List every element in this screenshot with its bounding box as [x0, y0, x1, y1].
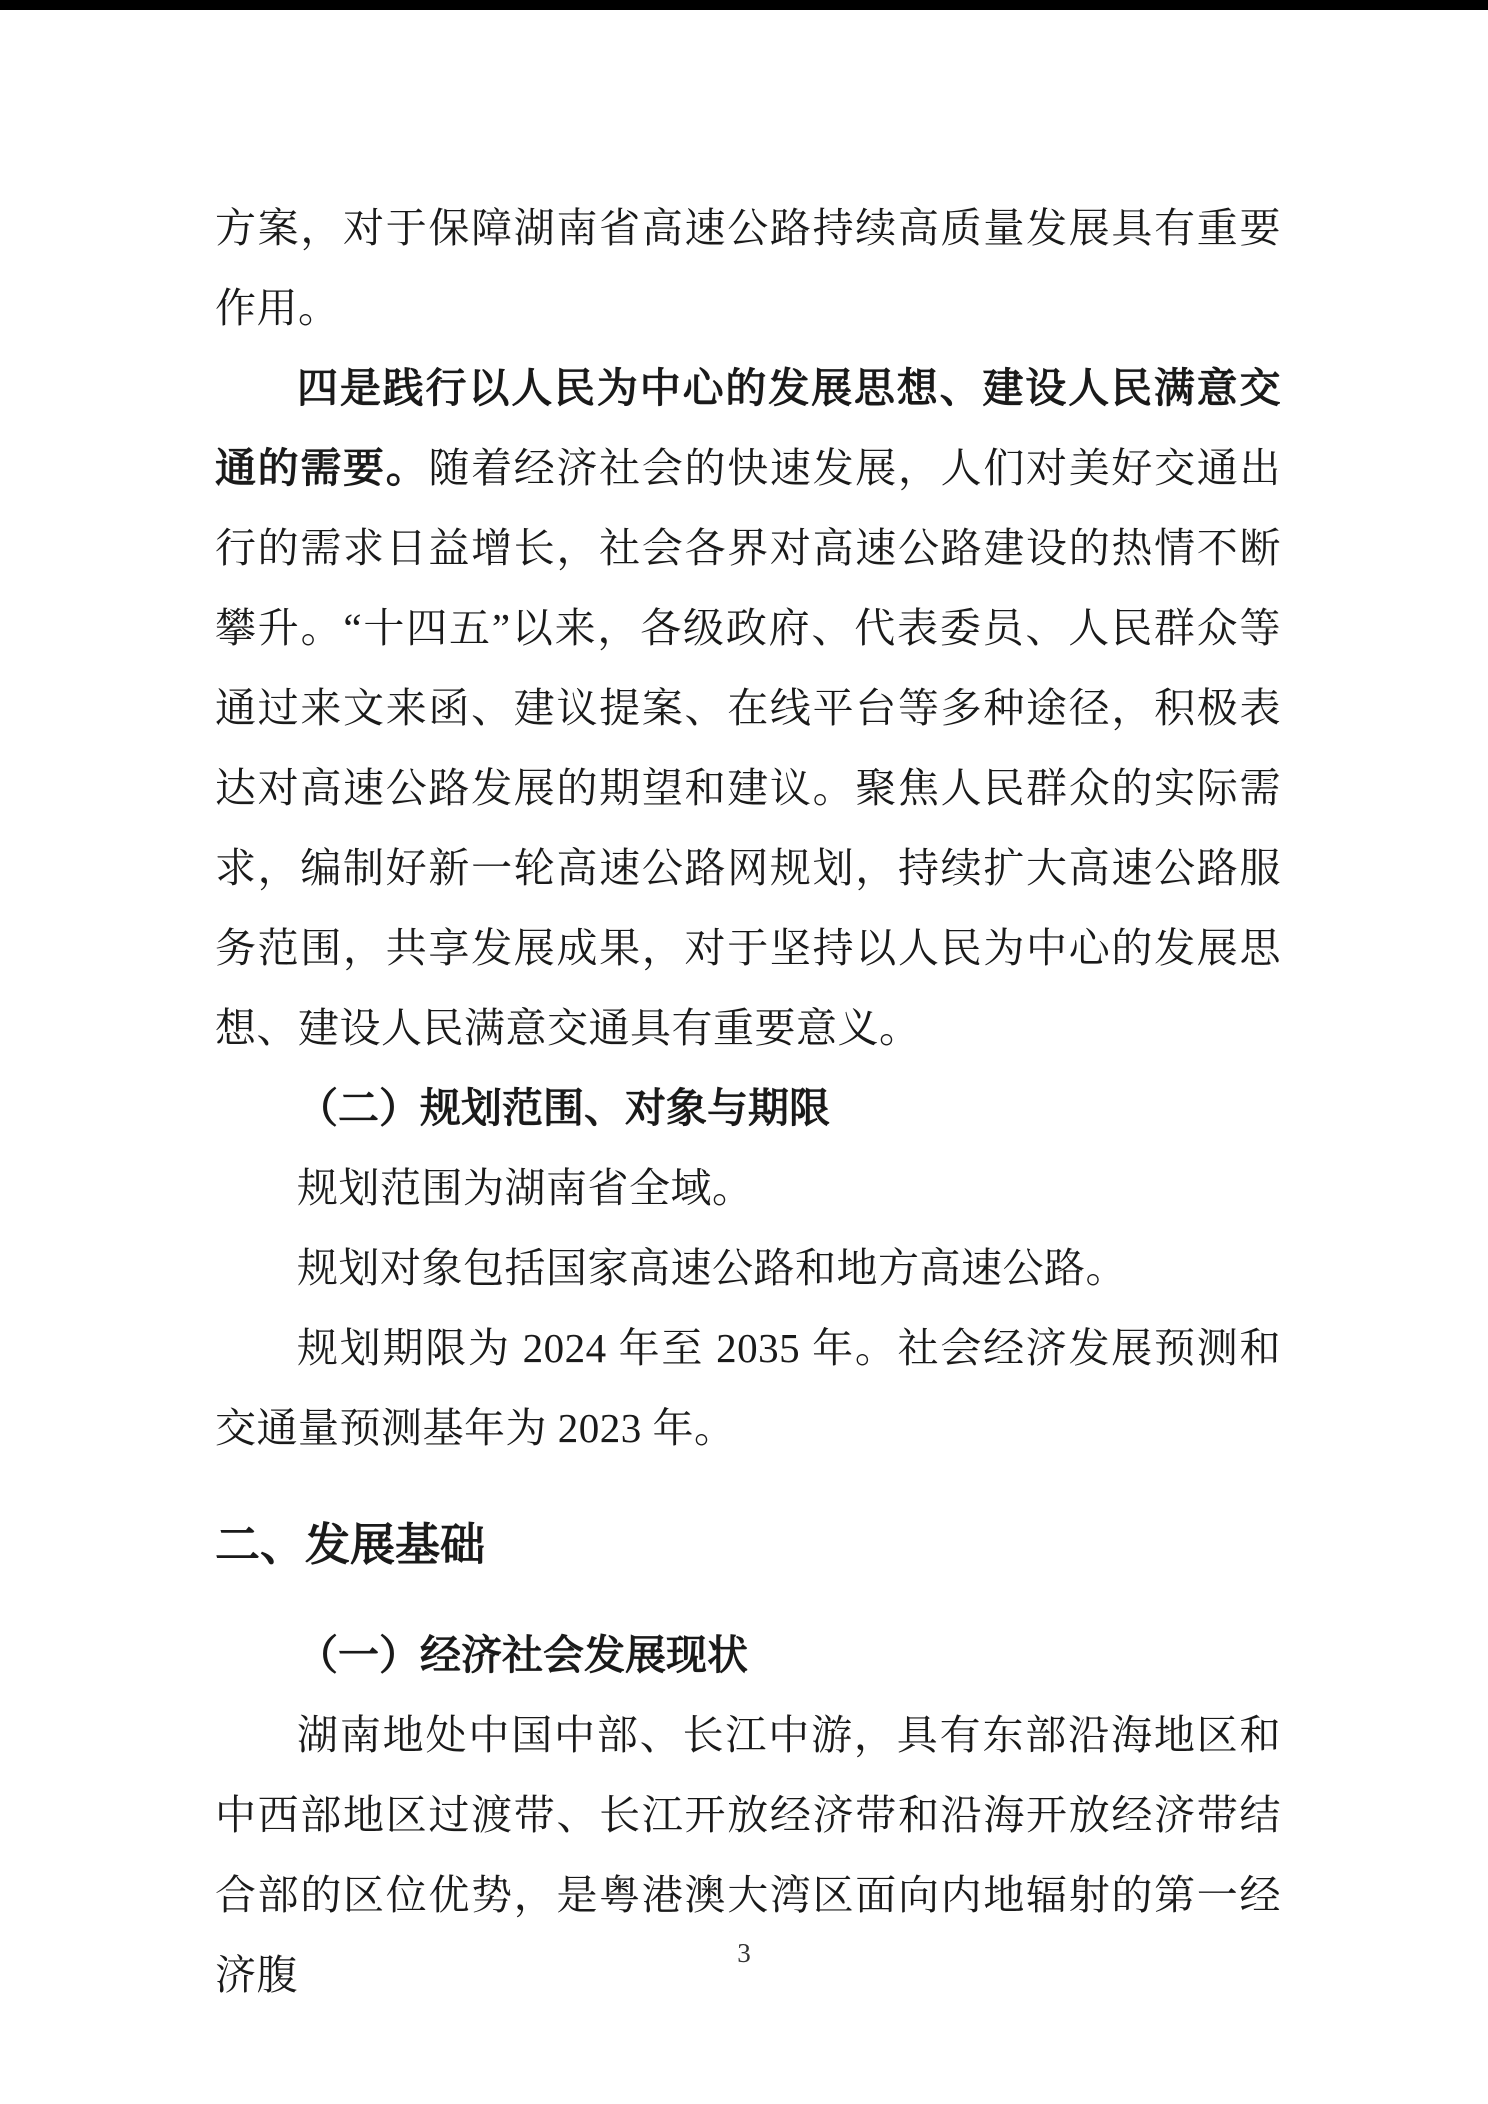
paragraph-continuation [215, 188, 1281, 348]
paragraph-object: 规划对象包括国家高速公路和地方高速公路。 [297, 1245, 1127, 1291]
paragraph-text: 方案，对于保障湖南省高速公路持续高质量发展具有重要作用。 [215, 205, 1281, 331]
paragraph-scope: 规划范围为湖南省全域。 [297, 1165, 754, 1211]
paragraph-location: 湖南地处中国中部、长江中游，具有东部沿海地区和中西部地区过渡带、长江开放经济带和沿海开放经济带结合部的区位优势，是粤港澳大湾区面向内地辐射的第一经济腹 [215, 1712, 1281, 1998]
paragraph-text: 随着经济社会的快速发展，人们对美好交通出行的需求日益增长，社会各界对高速公路建设的热情不断攀升。“十四五”以来，各级政府、代表委员、人民群众等通过来文来函、建议提案、在线平台等多种途径，积极表达对高速公路发展的期望和建议。聚焦人民群众的实际需求，编制好新一轮高速公路网规划，持续扩大高速公路服务范围，共享发展成果，对于坚持以人民为中心的发展思想、建设人民满意交通具有重要意义。 [215, 445, 1281, 1051]
subheading-planning-range: （二）规划范围、对象与期限 [297, 1085, 830, 1131]
top-black-bar [0, 0, 1488, 10]
subheading-economic-social-status: （一）经济社会发展现状 [297, 1632, 748, 1678]
section-heading-development-basis: 二、发展基础 [215, 1519, 486, 1570]
paragraph-bold-lead: 四是践行以人民为中心的发展思想、建设人民满意交通的需要。 [215, 365, 1281, 491]
paragraph-period: 规划期限为 2024 年至 2035 年。社会经济发展预测和交通量预测基年为 2023 年。 [215, 1325, 1281, 1451]
page-number: 3 [737, 1938, 751, 1968]
paragraph-fourth-need [215, 348, 1281, 1068]
